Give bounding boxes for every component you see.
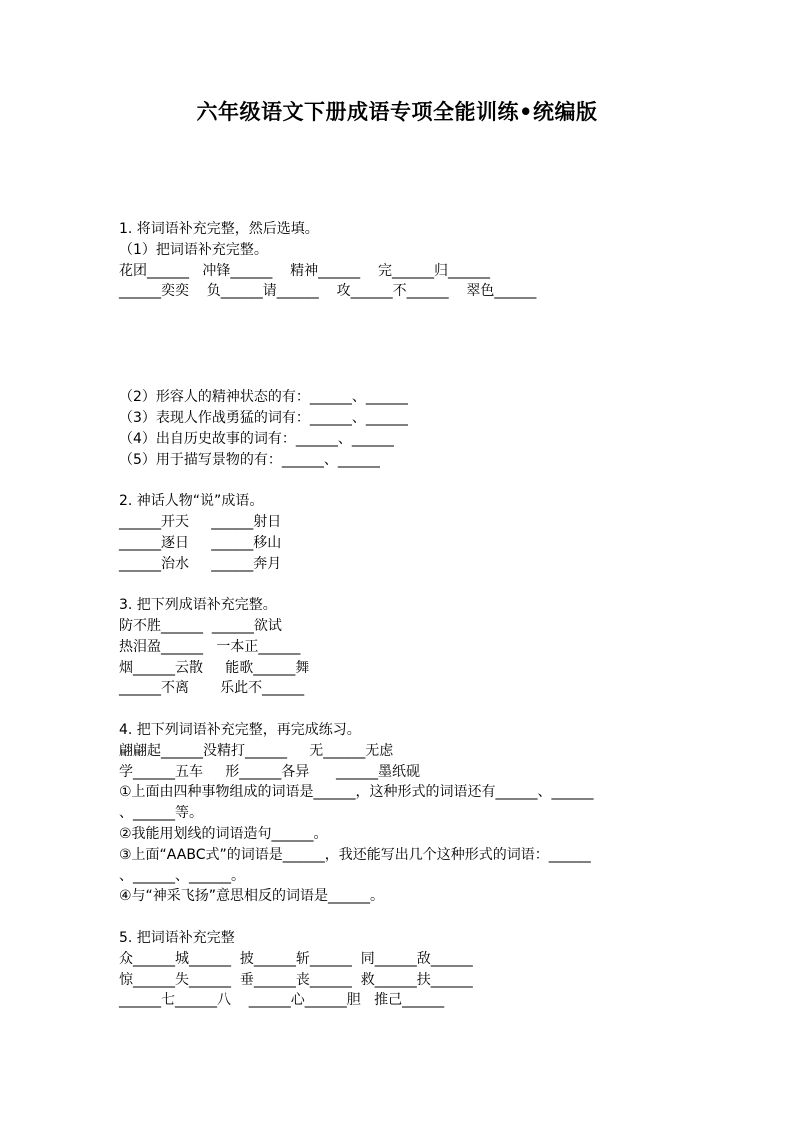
fill-in-line: 学______五车 形______各异 ______墨纸砚 — [119, 763, 420, 780]
fill-in-line: 众______城______ 披______斩______ 同______敌______ — [119, 950, 473, 967]
fill-in-line: ______奕奕 负______请______ 攻______不______ 翠色______ — [119, 283, 537, 300]
exercise-item: ②我能用划线的词语造句______。 — [119, 825, 328, 842]
document-title: 六年级语文下册成语专项全能训练•统编版 — [196, 99, 598, 124]
exercise-item: 、______等。 — [119, 805, 203, 822]
exercise-item: ④与“神采飞扬”意思相反的词语是______。 — [119, 888, 385, 905]
question-heading: 5. 把词语补充完整 — [119, 929, 235, 946]
sub-question: （3）表现人作战勇猛的词有：______、______ — [119, 409, 408, 426]
sub-question: （5）用于描写景物的有：______、______ — [119, 451, 380, 468]
exercise-item: ③上面“AABC式”的词语是______，我还能写出几个这种形式的词语：______ — [119, 846, 591, 863]
fill-in-line: ______治水 ______奔月 — [119, 555, 282, 572]
question-1-subparts — [119, 387, 679, 470]
question-3 — [119, 595, 679, 699]
blank-space — [119, 302, 679, 387]
fill-in-line: ______开天 ______射日 — [119, 513, 282, 530]
exercise-content — [119, 219, 679, 1011]
fill-in-line: 烟______云散 能歌______舞 — [119, 659, 310, 676]
fill-in-line: 热泪盈______ 一本正______ — [119, 638, 301, 655]
fill-in-line: ______逐日 ______移山 — [119, 534, 282, 551]
question-4 — [119, 720, 679, 907]
question-heading: 3. 把下列成语补充完整。 — [119, 597, 277, 614]
fill-in-line: 花团______ 冲锋______ 精神______ 完______归______ — [119, 262, 490, 279]
sub-question: （4）出自历史故事的词有：______、______ — [119, 430, 394, 447]
question-1 — [119, 219, 679, 302]
fill-in-line: 惊______失______ 垂______丧______ 救______扶______ — [119, 971, 473, 988]
question-heading: 2. 神话人物“说”成语。 — [119, 493, 264, 510]
exercise-item: ①上面由四种事物组成的词语是______，这种形式的词语还有______、______ — [119, 784, 594, 801]
question-heading: 1. 将词语补充完整，然后选填。 — [119, 221, 319, 237]
question-heading: 4. 把下列词语补充完整，再完成练习。 — [119, 721, 361, 738]
fill-in-line: ______不离 乐此不______ — [119, 680, 305, 697]
question-2 — [119, 491, 679, 574]
fill-in-line: ______七______八 ______心______胆 推己______ — [119, 992, 445, 1009]
blank-space — [119, 907, 679, 928]
blank-space — [119, 574, 679, 595]
blank-space — [119, 470, 679, 491]
fill-in-line: 翩翩起______没精打______ 无______无虑 — [119, 742, 394, 759]
question-5 — [119, 928, 679, 1011]
sub-question: （1）把词语补充完整。 — [119, 241, 268, 258]
fill-in-line: 防不胜______ ______欲试 — [119, 617, 282, 634]
blank-space — [119, 699, 679, 720]
sub-question: （2）形容人的精神状态的有：______、______ — [119, 389, 408, 406]
exercise-item: 、______、______。 — [119, 867, 245, 884]
